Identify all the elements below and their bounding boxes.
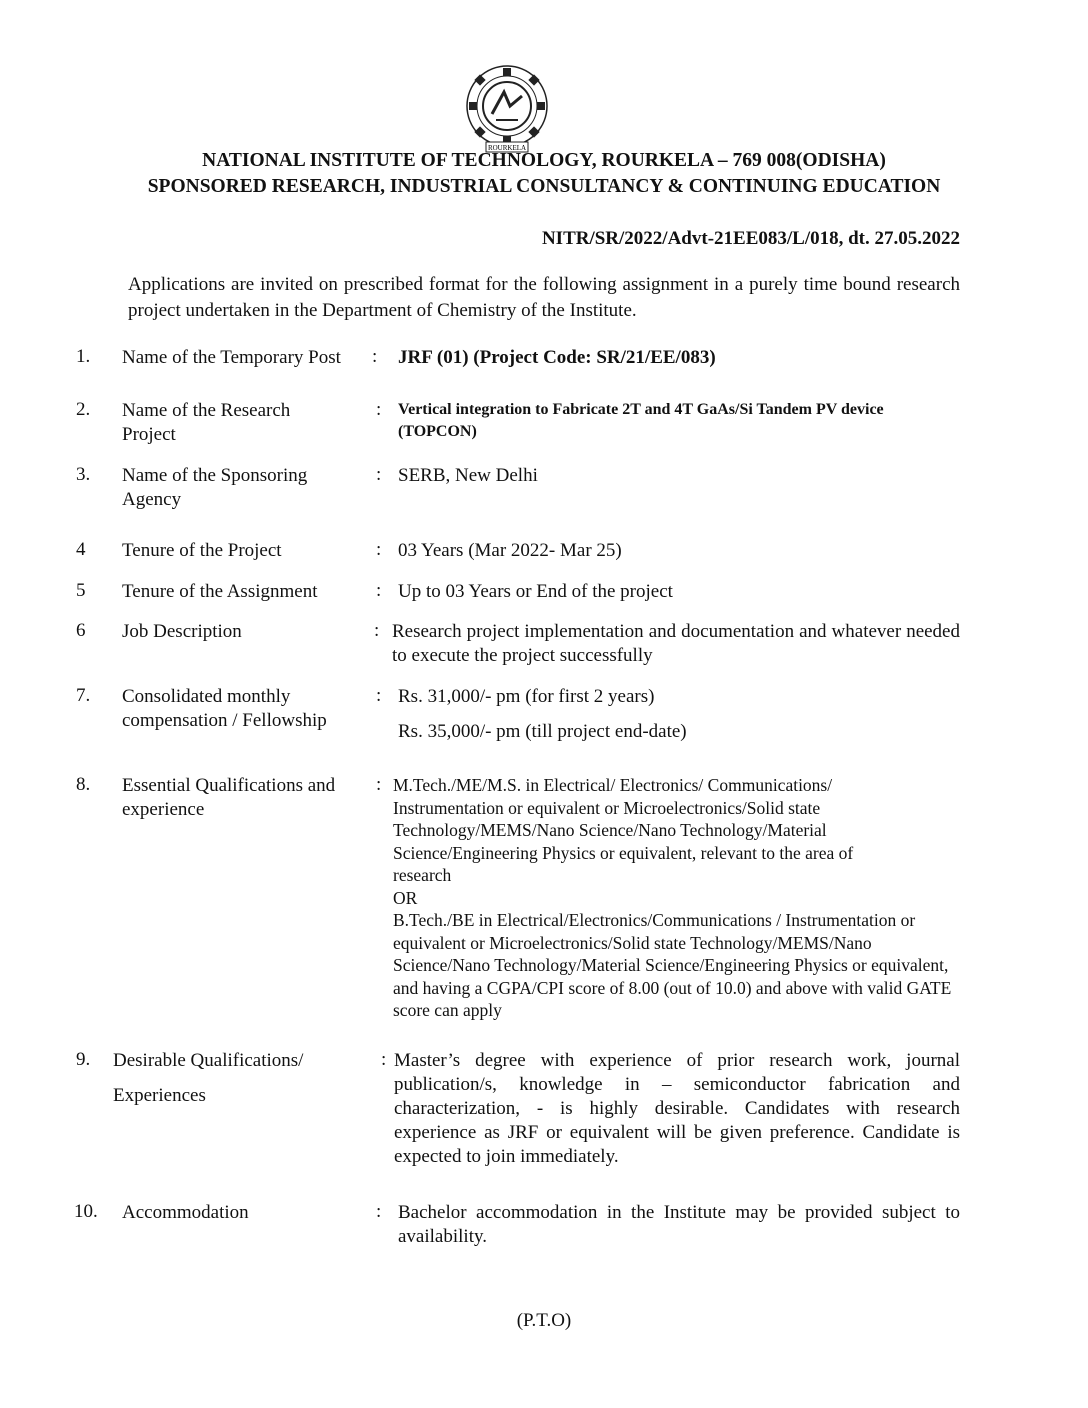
item-number: 3. bbox=[76, 464, 91, 485]
item-label: Job Description bbox=[122, 621, 242, 642]
item-value: Up to 03 Years or End of the project bbox=[398, 581, 673, 602]
item-number: 5 bbox=[76, 580, 86, 601]
item-value bbox=[393, 774, 952, 1022]
item-label: Name of the Sponsoring Agency bbox=[122, 465, 308, 510]
item-number: 9. bbox=[76, 1049, 91, 1070]
seal-text: ROURKELA bbox=[487, 144, 527, 152]
item-value: Master’s degree with experience of prior research work, journal publication/s, knowledge in – semiconductor fabrication and characterization, - is highly desirable. Candidates with research experience as JRF or equivalent will be given preference. Candidate is expected to join immediately. bbox=[394, 1050, 960, 1167]
item-colon: : bbox=[376, 1201, 382, 1222]
item-number: 10. bbox=[74, 1201, 98, 1222]
institute-seal-icon bbox=[462, 62, 552, 154]
item-number: 6 bbox=[76, 620, 86, 641]
item-label: Name of the Research Project bbox=[122, 400, 291, 445]
qualification-or: OR bbox=[393, 887, 418, 908]
item-label: Accommodation bbox=[122, 1202, 249, 1223]
item-number: 1. bbox=[76, 346, 91, 367]
item-value: JRF (01) (Project Code: SR/21/EE/083) bbox=[398, 347, 716, 368]
department-name: SPONSORED RESEARCH, INDUSTRIAL CONSULTANCY & CONTINUING EDUCATION bbox=[147, 176, 941, 197]
item-value: SERB, New Delhi bbox=[398, 465, 538, 486]
item-colon: : bbox=[381, 1049, 387, 1070]
qualification-part1: M.Tech./ME/M.S. in Electrical/ Electronics/ Communications/ Instrumentation or equivalent or Microelectronics/Solid state Technology/MEMS/Nano Science/Nano Technology/Material Science/Engineering Physics or equivalent, relevant to the area of research bbox=[393, 775, 854, 885]
item-number: 4 bbox=[76, 539, 86, 560]
intro-paragraph: Applications are invited on prescribed format for the following assignment in a purely time bound research project undertaken in the Department of Chemistry of the Institute. bbox=[128, 274, 960, 321]
item-label-line1: Desirable Qualifications/ bbox=[113, 1050, 304, 1071]
item-colon: : bbox=[376, 399, 382, 420]
item-colon: : bbox=[376, 539, 382, 560]
institute-logo bbox=[462, 62, 552, 154]
item-number: 8. bbox=[76, 774, 91, 795]
item-value: Vertical integration to Fabricate 2T and 4T GaAs/Si Tandem PV device (TOPCON) bbox=[398, 401, 884, 440]
item-value: 03 Years (Mar 2022- Mar 25) bbox=[398, 540, 622, 561]
item-colon: : bbox=[374, 620, 380, 641]
item-label: Tenure of the Assignment bbox=[122, 581, 318, 602]
item-colon: : bbox=[376, 580, 382, 601]
item-value: Bachelor accommodation in the Institute may be provided subject to availability. bbox=[398, 1202, 960, 1247]
qualification-part2: B.Tech./BE in Electrical/Electronics/Communications / Instrumentation or equivalent or Microelectronics/Solid state Technology/MEMS/Nano Science/Nano Technology/Material Science/Engineering Physics or equivalent, and having a CGPA/CPI score of 8.00 (out of 10.0) and above with valid GATE score can apply bbox=[393, 910, 952, 1020]
item-label: Essential Qualifications and experience bbox=[122, 775, 336, 820]
item-colon: : bbox=[376, 464, 382, 485]
item-value-line2: Rs. 35,000/- pm (till project end-date) bbox=[398, 721, 687, 742]
item-label: Tenure of the Project bbox=[122, 540, 282, 561]
item-number: 2. bbox=[76, 399, 91, 420]
item-value: Research project implementation and documentation and whatever needed to execute the project successfully bbox=[392, 621, 960, 666]
item-label: Name of the Temporary Post bbox=[122, 347, 341, 368]
item-label-line2: Experiences bbox=[113, 1085, 206, 1106]
item-value-line1: Rs. 31,000/- pm (for first 2 years) bbox=[398, 686, 655, 707]
page-footer: (P.T.O) bbox=[516, 1310, 572, 1331]
reference-number: NITR/SR/2022/Advt-21EE083/L/018, dt. 27.05.2022 bbox=[541, 228, 960, 249]
item-label: Consolidated monthly compensation / Fellowship bbox=[122, 686, 327, 731]
institute-name: NATIONAL INSTITUTE OF TECHNOLOGY, ROURKELA – 769 008(ODISHA) bbox=[202, 150, 886, 171]
item-colon: : bbox=[376, 685, 382, 706]
item-colon: : bbox=[376, 774, 382, 795]
item-number: 7. bbox=[76, 685, 91, 706]
item-colon: : bbox=[372, 346, 378, 367]
